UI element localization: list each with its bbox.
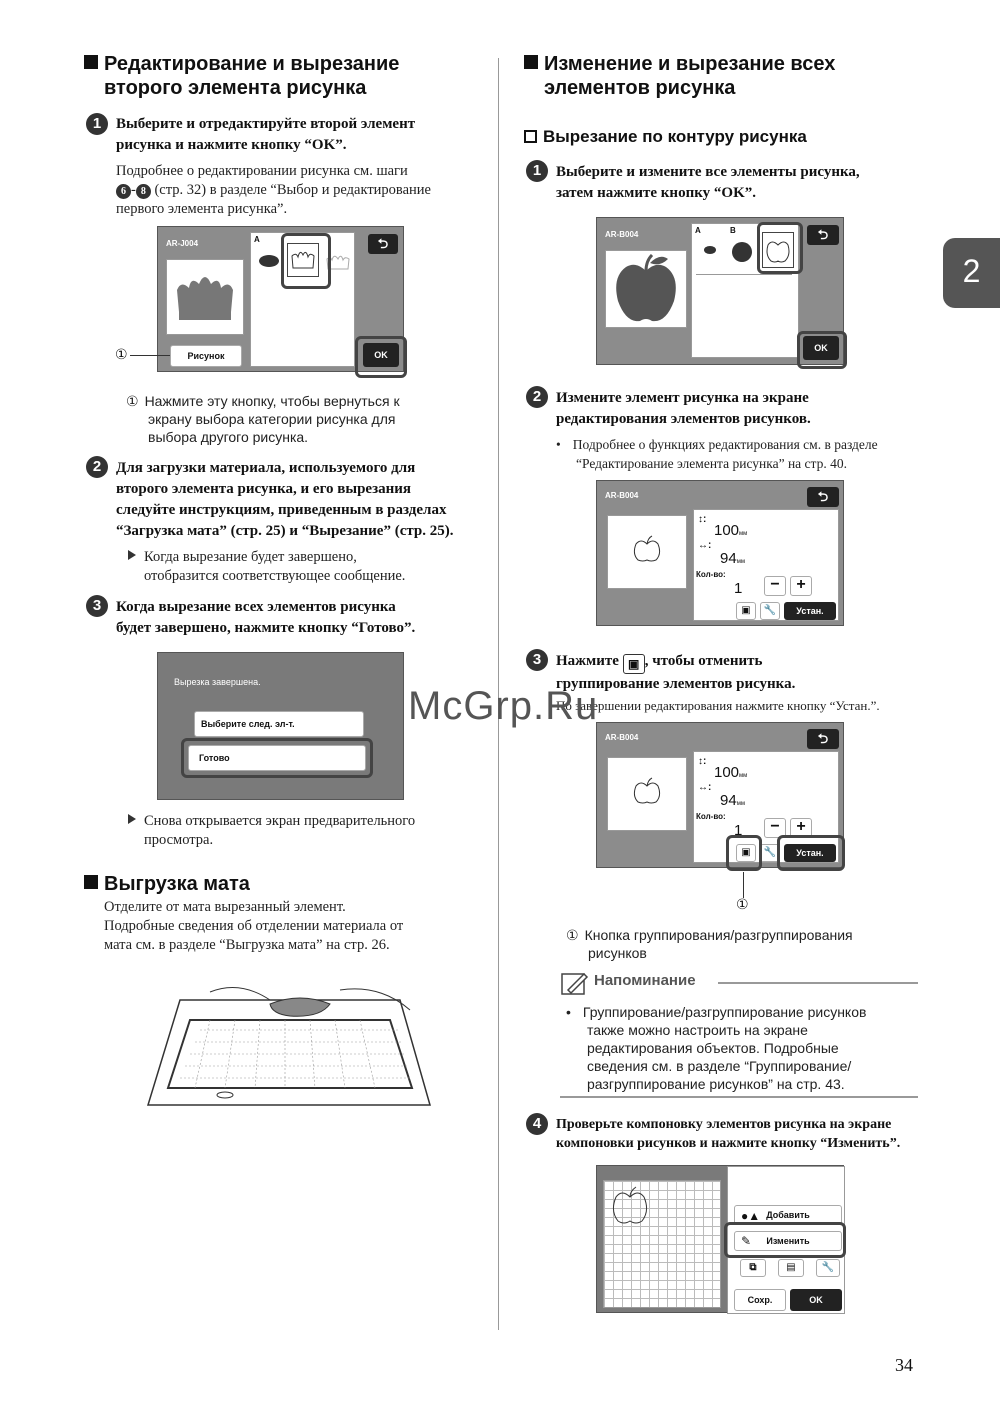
subsection-title: Вырезание по контуру рисунка	[524, 127, 807, 147]
step-number: 1	[526, 160, 548, 182]
step-title: Когда вырезание всех элементов рисунка будет завершено, нажмите кнопку “Готово”.	[116, 599, 416, 636]
minus-button[interactable]: −	[764, 818, 786, 838]
memo-title: Напоминание	[594, 972, 696, 989]
part-thumb[interactable]	[732, 242, 752, 262]
memo-header	[560, 970, 918, 996]
size-panel	[693, 509, 839, 621]
square-bullet-icon	[84, 55, 98, 69]
part-tab-a[interactable]: A	[695, 226, 701, 235]
back-button[interactable]: ⮌	[807, 225, 839, 245]
step-title: Измените элемент рисунка на экране редактирования элементов рисунков.	[556, 390, 811, 427]
ok-button[interactable]: OK	[790, 1289, 842, 1311]
apple-outline-icon	[608, 1183, 658, 1229]
qty-value: 1	[734, 580, 743, 597]
divider-line	[696, 274, 792, 275]
watermark: McGrp.Ru	[408, 684, 599, 728]
pattern-button[interactable]: Рисунок	[170, 345, 242, 367]
callout-marker: ①	[736, 896, 749, 912]
step-number: 1	[86, 113, 108, 135]
back-button[interactable]: ⮌	[807, 487, 839, 507]
cut-done-message: Вырезка завершена.	[174, 677, 261, 687]
crown-icon	[167, 260, 243, 334]
step-ref-badge: 8	[136, 184, 151, 199]
unload-section-title: Выгрузка мата	[84, 872, 250, 896]
ok-highlight	[355, 336, 407, 378]
memo-pencil-icon	[560, 970, 590, 996]
pattern-code: AR-J004	[166, 239, 199, 248]
step-ref-badge: 6	[116, 184, 131, 199]
next-part-button[interactable]: Выберите след. эл-т.	[194, 711, 364, 737]
chapter-tab: 2	[943, 238, 1000, 308]
callout-line	[130, 355, 170, 356]
step-number: 3	[86, 595, 108, 617]
width-value: 94мм	[720, 550, 745, 567]
ungroup-button[interactable]: ▣	[736, 602, 756, 620]
plus-button[interactable]: +	[790, 576, 812, 596]
add-button[interactable]: ●▲ Добавить	[734, 1205, 842, 1225]
pattern-code: AR-B004	[605, 230, 639, 239]
note-1: ① Нажмите эту кнопку, чтобы вернуться к экрану выбора категории рисунка для выбора другого рисунка.	[126, 393, 400, 445]
edit-screen	[596, 480, 844, 626]
apple-outline-icon	[608, 758, 686, 830]
step-number: 4	[526, 1113, 548, 1135]
height-value: 100мм	[714, 522, 748, 539]
wrench-button[interactable]: 🔧	[760, 844, 780, 862]
square-bullet-icon	[524, 55, 538, 69]
ungroup-highlight	[726, 835, 762, 871]
height-value: 100мм	[714, 764, 748, 781]
part-tab-a[interactable]: A	[254, 235, 260, 244]
qty-value: 1	[734, 822, 743, 839]
back-button[interactable]: ⮌	[807, 729, 839, 749]
ungroup-inline-icon: ▣	[623, 654, 645, 674]
right-section-title: Изменение и вырезание всех элементов рисунка	[524, 52, 835, 100]
minus-button[interactable]: −	[764, 576, 786, 596]
back-button[interactable]: ⮌	[368, 234, 398, 254]
step-result: Снова открывается экран предварительного просмотра.	[128, 812, 415, 850]
step-title: Проверьте компоновку элементов рисунка на экране компоновки рисунков и нажмите кнопку “Изменить”.	[556, 1117, 901, 1151]
apple-icon	[606, 251, 686, 327]
ok-button[interactable]: OK	[803, 336, 839, 360]
pattern-code: AR-B004	[605, 491, 639, 500]
page-number: 34	[895, 1355, 913, 1375]
pattern-code: AR-B004	[605, 733, 639, 742]
qty-label: Кол-во:	[696, 812, 726, 821]
set-button[interactable]: Устан.	[784, 844, 836, 862]
memo-rule	[718, 982, 918, 984]
step-number: 2	[526, 386, 548, 408]
width-value: 94мм	[720, 792, 745, 809]
callout-marker: ①	[115, 346, 128, 362]
set-highlight	[777, 835, 845, 871]
step-bullet: • Подробнее о функциях редактирования см. в разделе “Редактирование элемента рисунка” на стр. 40.	[556, 437, 878, 471]
unload-body: Отделите от мата вырезанный элемент. Подробные сведения об отделении материала от мата см. в разделе “Выгрузка мата” на стр. 26.	[104, 899, 404, 953]
layout-mat-grid	[603, 1180, 721, 1308]
part-tab-b[interactable]: B	[730, 226, 736, 235]
plus-button[interactable]: +	[790, 818, 812, 838]
pattern-preview	[166, 259, 244, 335]
mat-illustration	[140, 970, 440, 1120]
done-highlight	[181, 738, 373, 778]
height-arrow-icon: ↕:	[698, 514, 707, 525]
pattern-preview	[607, 515, 687, 589]
pattern-preview	[607, 757, 687, 831]
pattern-preview	[605, 250, 687, 328]
part-thumb[interactable]	[704, 246, 716, 254]
arrow-icon	[128, 550, 136, 560]
ok-highlight	[797, 331, 847, 369]
checkbox-icon	[524, 130, 537, 143]
part-thumb[interactable]	[259, 255, 279, 267]
height-arrow-icon: ↕:	[698, 756, 707, 767]
step-title: Выберите и отредактируйте второй элемент рисунка и нажмите кнопку “OK”.	[116, 116, 416, 153]
square-bullet-icon	[84, 875, 98, 889]
shapes-icon: ●▲	[741, 1209, 761, 1223]
wrench-button[interactable]: 🔧	[816, 1259, 840, 1277]
step-title: Нажмите ▣ , чтобы отменить группирование элементов рисунка.	[556, 653, 796, 692]
step-title: Для загрузки материала, используемого для второго элемента рисунка, и его вырезания следуйте инструкциям, приведенным в разделах “Загрузка мата” (стр. 25) и “Вырезание” (стр. 25).	[116, 460, 454, 539]
left-section-title: Редактирование и вырезание второго элемента рисунка	[84, 52, 399, 100]
width-arrow-icon: ↔:	[698, 782, 712, 793]
step-number: 3	[526, 649, 548, 671]
step-body: По завершении редактирования нажмите кнопку “Устан.”.	[556, 698, 880, 713]
qty-label: Кол-во:	[696, 570, 726, 579]
save-button[interactable]: Сохр.	[734, 1289, 786, 1311]
apple-outline-icon	[608, 516, 686, 588]
step-number: 2	[86, 456, 108, 478]
ok-button[interactable]: OK	[363, 343, 399, 367]
selected-part-highlight	[757, 222, 803, 274]
step-title: Выберите и измените все элементы рисунка, затем нажмите кнопку “OK”.	[556, 164, 860, 201]
memo-body: • Группирование/разгруппирование рисунков также можно настроить на экране редактирования объектов. Подробные сведения см. в разделе “Группирование/ разгруппирование рисунков” на стр. 43.	[566, 1004, 867, 1092]
tool-button[interactable]: ▤	[778, 1259, 804, 1277]
note-ungroup: ① Кнопка группирования/разгруппирования рисунков	[566, 927, 853, 961]
wrench-button[interactable]: 🔧	[760, 602, 780, 620]
selected-part-highlight	[281, 233, 331, 289]
set-button[interactable]: Устан.	[784, 602, 836, 620]
pencil-icon: ✎	[741, 1234, 752, 1248]
ungroup-button[interactable]: ▣	[736, 844, 756, 862]
edit-button[interactable]: ✎ Изменить	[734, 1231, 842, 1251]
width-arrow-icon: ↔:	[698, 540, 712, 551]
tool-button[interactable]: ⧉	[740, 1259, 766, 1277]
step-body: Подробнее о редактировании рисунка см. шаги 6 - 8 (стр. 32) в разделе “Выбор и редактирование первого элемента рисунка”.	[116, 163, 431, 217]
callout-line	[743, 872, 744, 898]
done-button[interactable]: Готово	[188, 745, 366, 771]
edit-highlight	[724, 1222, 846, 1258]
arrow-icon	[128, 814, 136, 824]
step-result: Когда вырезание будет завершено, отобразится соответствующее сообщение.	[128, 548, 405, 586]
memo-bottom-rule	[560, 1096, 918, 1098]
